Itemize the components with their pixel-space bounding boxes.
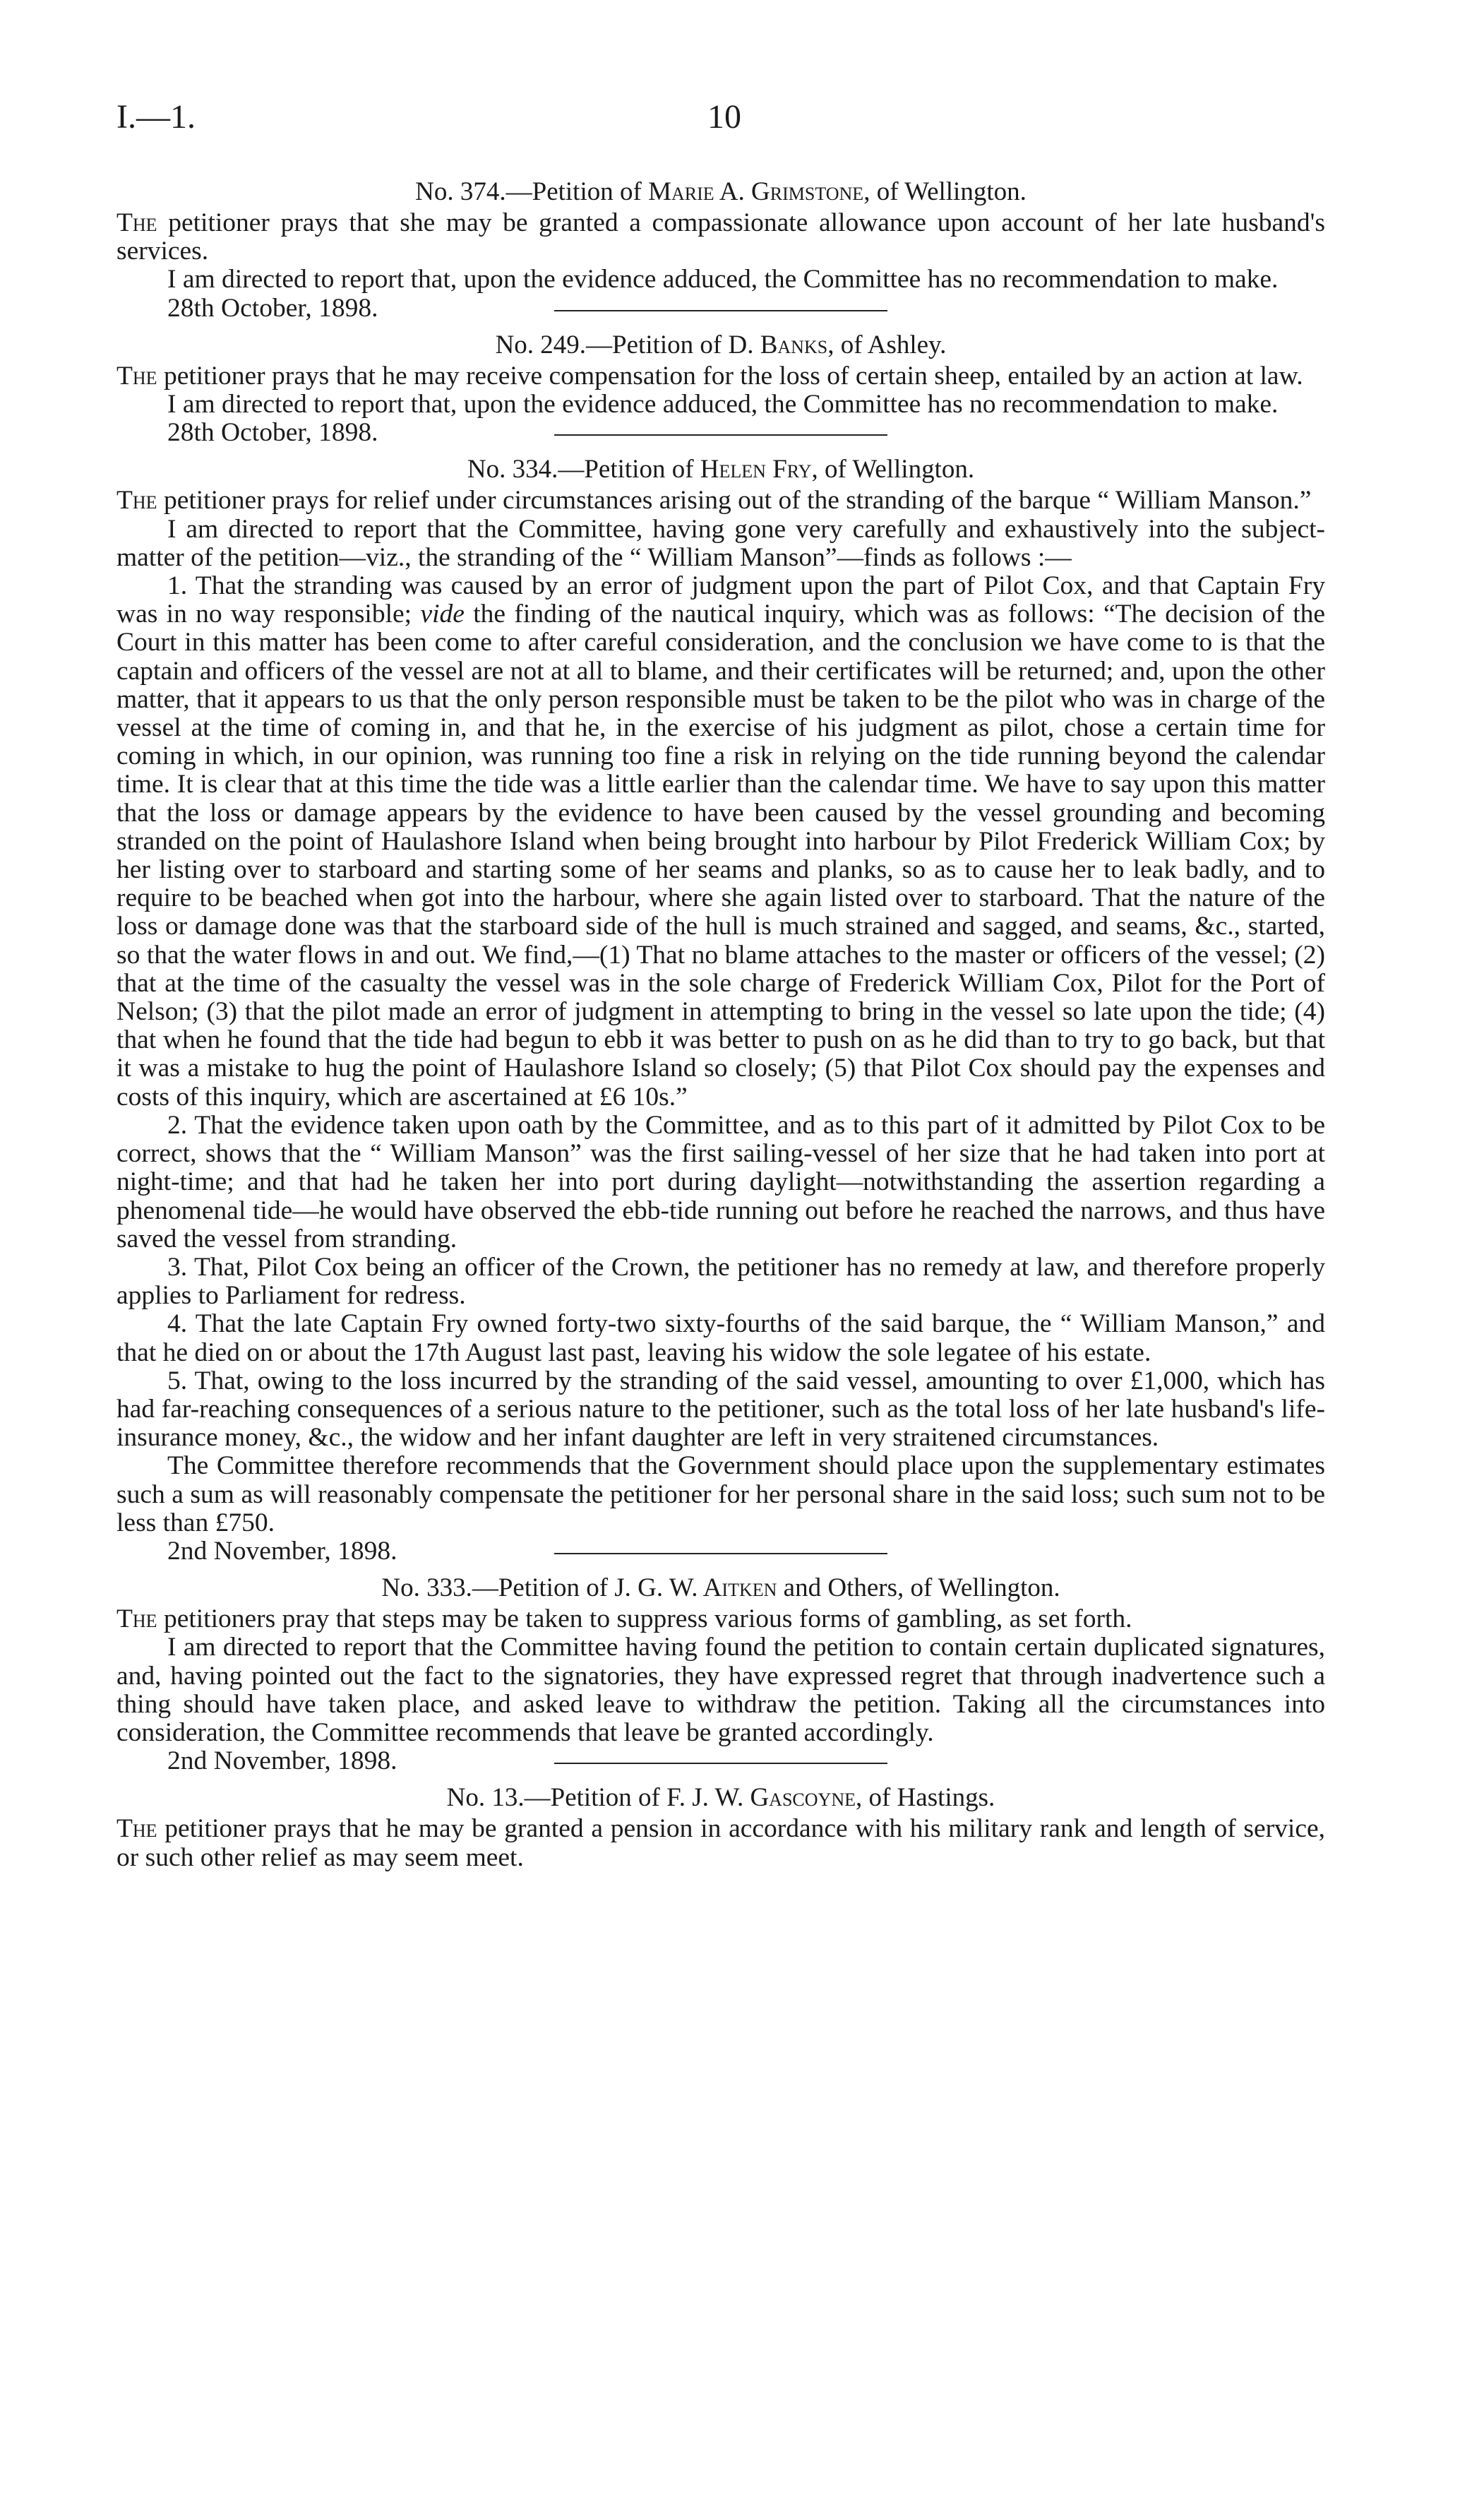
paragraph-text: petitioner prays that she may be granted a compassionate allowance upon account of her late husband's services.: [116, 208, 1325, 266]
committee-report-paragraph: [116, 516, 1325, 572]
petition-section: [116, 175, 1325, 323]
petition-prayer: [116, 209, 1325, 266]
paragraph-text: I am directed to report that the Committee, having gone very carefully and exhaustively into the subject-matter of the petition—viz., the stranding of the “ William Manson”—finds as follows :—: [116, 514, 1325, 572]
report-date: 2nd November, 1898.: [167, 1746, 397, 1776]
committee-report-paragraph: [116, 1633, 1325, 1747]
paragraph-lead-word: The: [116, 208, 157, 237]
committee-report-paragraph: [116, 1452, 1325, 1537]
paragraph-lead-word: The: [116, 1604, 157, 1634]
paragraph-text: petitioner prays for relief under circumstances arising out of the stranding of the barque “ William Manson.”: [157, 486, 1312, 516]
petition-place: , of Hastings.: [855, 1783, 995, 1813]
paragraph-text: petitioners pray that steps may be taken to suppress various forms of gambling, as set forth.: [157, 1604, 1132, 1634]
petition-prayer: [116, 487, 1325, 515]
petition-heading: [116, 1781, 1325, 1815]
petition-number: No. 334.—Petition of: [467, 455, 700, 484]
petition-number: No. 249.—Petition of: [495, 330, 729, 359]
paragraph-text: 4. That the late Captain Fry owned forty-two sixty-fourths of the said barque, the “ William Manson,” and that he died on or about the 17th August last past, leaving his widow the sole legatee of his estate.: [116, 1309, 1325, 1367]
petitioner-name: F. J. W. Gascoyne: [666, 1783, 856, 1813]
petitioner-name: D. Banks: [728, 330, 828, 359]
section-divider: [554, 434, 887, 436]
section-divider: [554, 310, 887, 311]
paragraph-text: I am directed to report that the Committee having found the petition to contain certain duplicated signatures, and, having pointed out the fact to the signatories, they have expressed regret that through inadvertence such a thing should have taken place, and asked leave to withdraw the petition. Taking all the circumstances into consideration, the Committee recommends that leave be granted accordingly.: [116, 1633, 1325, 1747]
petition-section: [116, 1571, 1325, 1775]
section-divider: [554, 1763, 887, 1764]
committee-report-paragraph: [116, 1310, 1325, 1366]
committee-report-paragraph: [116, 1112, 1325, 1253]
paragraph-text: 1. That the stranding was caused by an error of judgment upon the part of Pilot Cox, and that Captain Fry was in no way responsible; vide the finding of the nautical inquiry, which was as follows: “The decision of the Court in this matter has been come to after careful consideration, and the conclusion we have come to is that the captain and officers of the vessel are not at all to blame, and their certificates will be returned; and, upon the other matter, that it appears to us that the only person responsible must be taken to be the pilot who was in charge of the vessel at the time of coming in, and that he, in the exercise of his judgment as pilot, chose a certain time for coming in which, in our opinion, was running too fine a risk in relying on the tide running beyond the calendar time. It is clear that at this time the tide was a little earlier than the calendar time. We have to say upon this matter that the loss or damage appears by the evidence to have been caused by the vessel grounding and becoming stranded on the point of Haulashore Island when being brought into harbour by Pilot Frederick William Cox; by her listing over to starboard and starting some of her seams and planks, so as to cause her to leak badly, and to require to be beached when got into the harbour, where she again listed over to starboard. That the nature of the loss or damage done was that the starboard side of the hull is much strained and sagged, and seams, &c., started, so that the water flows in and out. We find,—(1) That no blame attaches to the master or officers of the vessel; (2) that at the time of the casualty the vessel was in the sole charge of Frederick William Cox, Pilot for the Port of Nelson; (3) that the pilot made an error of judgment in attempting to bring in the vessel so late upon the tide; (4) that when he found that the tide had begun to ebb it was better to push on as he did than to try to go back, but that it was a mistake to hug the point of Haulashore Island so closely; (5) that Pilot Cox should pay the expenses and costs of this inquiry, which are ascertained at £6 10s.”: [116, 571, 1326, 1112]
report-date: 28th October, 1898.: [167, 293, 378, 323]
petition-heading: [116, 328, 1325, 362]
section-divider: [554, 1553, 887, 1554]
petition-column: [116, 175, 1325, 1872]
paragraph-text: petitioner prays that he may receive compensation for the loss of certain sheep, entailed by an action at law.: [157, 361, 1303, 391]
paragraph-lead-word: The: [116, 1814, 157, 1844]
committee-report-paragraph: [116, 266, 1325, 294]
committee-report-paragraph: [116, 572, 1325, 1112]
paragraph-text: 3. That, Pilot Cox being an officer of the Crown, the petitioner has no remedy at law, and therefore properly applies to Parliament for redress.: [116, 1252, 1325, 1311]
petition-section: [116, 1781, 1325, 1871]
petition-number: No. 333.—Petition of: [381, 1573, 615, 1603]
paragraph-lead-word: The: [116, 486, 157, 516]
petition-place: , of Wellington.: [863, 177, 1027, 206]
petitioner-name: Helen Fry: [700, 455, 812, 484]
petition-number: No. 13.—Petition of: [446, 1783, 667, 1813]
paragraph-text: I am directed to report that, upon the evidence adduced, the Committee has no recommendation to make.: [167, 390, 1279, 419]
committee-report-paragraph: [116, 391, 1325, 419]
petition-place: , of Wellington.: [811, 455, 975, 484]
petition-heading: [116, 453, 1325, 487]
petition-prayer: [116, 362, 1325, 391]
paragraph-text: 5. That, owing to the loss incurred by the stranding of the said vessel, amounting to over £1,000, which has had far-reaching consequences of a serious nature to the petitioner, such as the total loss of her late husband's life-insurance money, &c., the widow and her infant daughter are left in very straitened circumstances.: [116, 1366, 1325, 1453]
report-date: 2nd November, 1898.: [167, 1536, 397, 1566]
petition-place: , of Ashley.: [827, 330, 947, 359]
paragraph-text: petitioner prays that he may be granted a pension in accordance with his military rank and length of service, or such other relief as may seem meet.: [116, 1814, 1325, 1872]
petitioner-name: Marie A. Grimstone: [648, 177, 864, 206]
petitioner-name: J. G. W. Aitken: [614, 1573, 777, 1603]
committee-report-paragraph: [116, 1253, 1325, 1310]
petition-prayer: [116, 1605, 1325, 1633]
committee-report-paragraph: [116, 1367, 1325, 1453]
series-reference: I.—1.: [116, 98, 196, 136]
petition-place: and Others, of Wellington.: [777, 1573, 1060, 1603]
paragraph-text: The Committee therefore recommends that the Government should place upon the supplementary estimates such a sum as will reasonably compensate the petitioner for her personal share in the said loss; such sum not to be less than £750.: [116, 1451, 1325, 1537]
paragraph-text: 2. That the evidence taken upon oath by the Committee, and as to this part of it admitted by Pilot Cox to be correct, shows that the “ William Manson” was the first sailing-vessel of her size that he had taken into port at night-time; and that had he taken her into port during daylight—notwithstanding the assertion regarding a phenomenal tide—he would have observed the ebb-tide running out before he reached the narrows, and thus have saved the vessel from stranding.: [116, 1110, 1325, 1253]
petition-section: [116, 453, 1325, 1566]
petition-section: [116, 328, 1325, 448]
petition-number: No. 374.—Petition of: [415, 177, 649, 206]
paragraph-lead-word: The: [116, 361, 157, 391]
petition-heading: [116, 175, 1325, 209]
paragraph-text: I am directed to report that, upon the evidence adduced, the Committee has no recommendation to make.: [167, 265, 1279, 294]
page-number: 10: [707, 98, 741, 136]
petition-heading: [116, 1571, 1325, 1605]
report-date: 28th October, 1898.: [167, 418, 378, 448]
petition-prayer: [116, 1815, 1325, 1871]
